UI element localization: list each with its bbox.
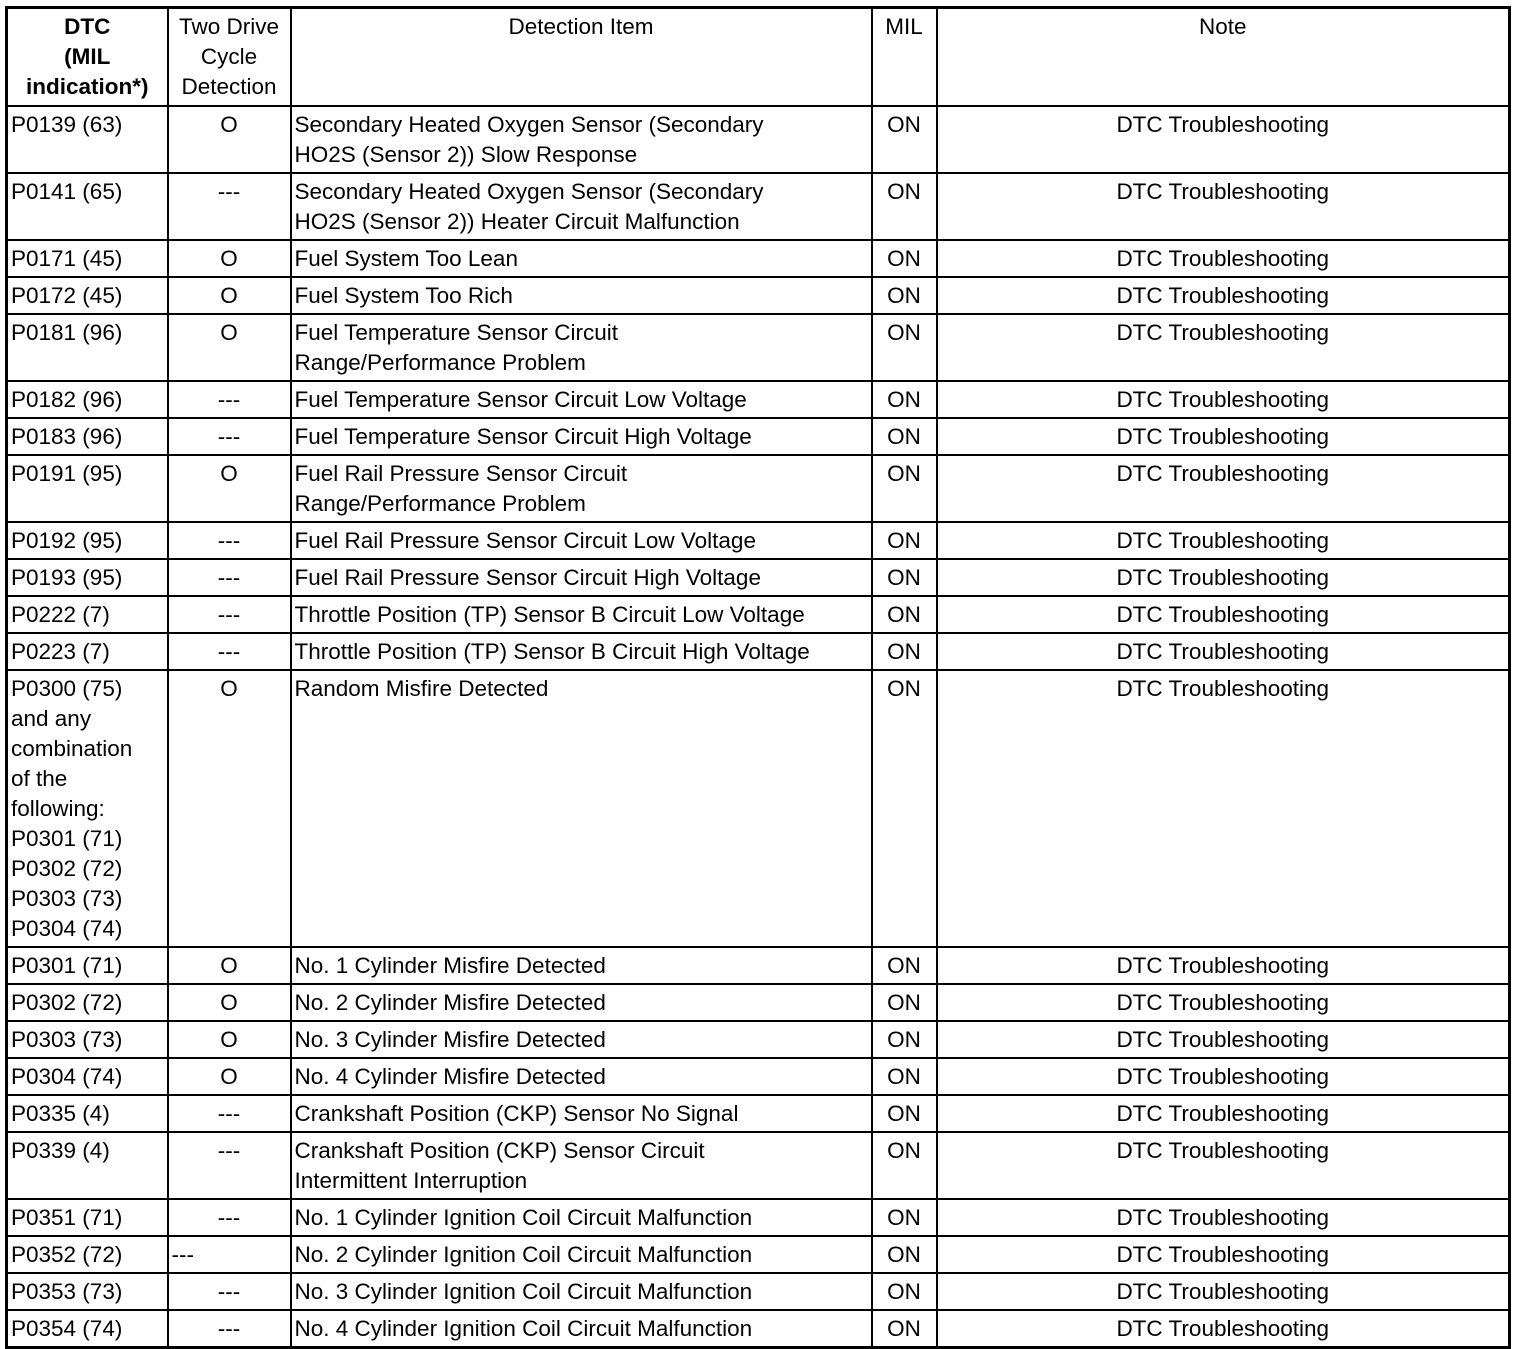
cell-two-drive-cycle: O: [168, 455, 291, 522]
cell-dtc-code: [7, 173, 168, 240]
header-dtc-line: DTC: [64, 14, 111, 39]
cell-two-drive-cycle: ---: [168, 173, 291, 240]
table-row: [7, 314, 1510, 381]
header-two-drive-cycle: [168, 8, 291, 107]
cell-dtc-code: [7, 314, 168, 381]
header-note: Note: [937, 8, 1510, 107]
cell-dtc-code: [7, 633, 168, 670]
cell-dtc-code: [7, 947, 168, 984]
cell-two-drive-cycle: ---: [168, 1236, 291, 1273]
detection-item-line: Fuel Temperature Sensor Circuit Low Voltage: [294, 387, 747, 412]
detection-item-line: No. 1 Cylinder Ignition Coil Circuit Malfunction: [294, 1205, 753, 1230]
dtc-code-line: of the: [11, 766, 68, 791]
cell-note: DTC Troubleshooting: [937, 1021, 1510, 1058]
cell-note: DTC Troubleshooting: [937, 559, 1510, 596]
dtc-table: [5, 6, 1511, 1349]
detection-item-line: Secondary Heated Oxygen Sensor (Secondary: [294, 112, 764, 137]
cell-two-drive-cycle: O: [168, 240, 291, 277]
cell-dtc-code: [7, 559, 168, 596]
cell-note: DTC Troubleshooting: [937, 314, 1510, 381]
cell-dtc-code: [7, 1273, 168, 1310]
detection-item-line: HO2S (Sensor 2)) Heater Circuit Malfunction: [294, 209, 740, 234]
dtc-table-body: [7, 106, 1510, 1348]
table-row: [7, 633, 1510, 670]
cell-mil: ON: [872, 559, 937, 596]
cell-mil: ON: [872, 1095, 937, 1132]
table-row: [7, 1132, 1510, 1199]
cell-mil: ON: [872, 947, 937, 984]
cell-two-drive-cycle: O: [168, 670, 291, 947]
dtc-code-line: P0141 (65): [11, 179, 123, 204]
cell-two-drive-cycle: ---: [168, 633, 291, 670]
dtc-code-line: P0223 (7): [11, 639, 110, 664]
cell-detection-item: [291, 633, 872, 670]
cell-dtc-code: [7, 240, 168, 277]
table-row: [7, 1273, 1510, 1310]
dtc-code-line: and any: [11, 706, 92, 731]
cell-detection-item: [291, 106, 872, 173]
table-row: [7, 106, 1510, 173]
cell-dtc-code: [7, 418, 168, 455]
cell-detection-item: [291, 670, 872, 947]
cell-note: DTC Troubleshooting: [937, 633, 1510, 670]
dtc-code-line: P0183 (96): [11, 424, 123, 449]
cell-dtc-code: [7, 1310, 168, 1348]
table-row: [7, 418, 1510, 455]
cell-two-drive-cycle: O: [168, 1021, 291, 1058]
detection-item-line: Throttle Position (TP) Sensor B Circuit High Voltage: [294, 639, 810, 664]
detection-item-line: Crankshaft Position (CKP) Sensor No Signal: [294, 1101, 739, 1126]
cell-detection-item: [291, 559, 872, 596]
table-row: [7, 984, 1510, 1021]
cell-mil: ON: [872, 173, 937, 240]
header-dtc-line: indication*): [26, 74, 149, 99]
detection-item-line: Fuel Rail Pressure Sensor Circuit High Voltage: [294, 565, 761, 590]
table-row: [7, 522, 1510, 559]
dtc-code-line: P0303 (73): [11, 886, 123, 911]
cell-two-drive-cycle: ---: [168, 418, 291, 455]
cell-detection-item: [291, 455, 872, 522]
cell-two-drive-cycle: ---: [168, 596, 291, 633]
cell-detection-item: [291, 1021, 872, 1058]
cell-dtc-code: [7, 381, 168, 418]
cell-two-drive-cycle: ---: [168, 1273, 291, 1310]
cell-dtc-code: [7, 1236, 168, 1273]
detection-item-line: Fuel Rail Pressure Sensor Circuit Low Voltage: [294, 528, 756, 553]
cell-note: DTC Troubleshooting: [937, 596, 1510, 633]
table-row: [7, 1236, 1510, 1273]
dtc-code-line: P0192 (95): [11, 528, 123, 553]
detection-item-line: Secondary Heated Oxygen Sensor (Secondary: [294, 179, 764, 204]
dtc-code-line: P0339 (4): [11, 1138, 110, 1163]
dtc-code-line: combination: [11, 736, 133, 761]
cell-mil: ON: [872, 633, 937, 670]
cell-detection-item: [291, 173, 872, 240]
cell-note: DTC Troubleshooting: [937, 1058, 1510, 1095]
cell-mil: ON: [872, 1132, 937, 1199]
cell-mil: ON: [872, 1236, 937, 1273]
cell-two-drive-cycle: ---: [168, 522, 291, 559]
detection-item-line: Fuel Temperature Sensor Circuit: [294, 320, 618, 345]
cell-detection-item: [291, 277, 872, 314]
cell-dtc-code: [7, 277, 168, 314]
detection-item-line: No. 1 Cylinder Misfire Detected: [294, 953, 606, 978]
cell-two-drive-cycle: O: [168, 984, 291, 1021]
detection-item-line: Range/Performance Problem: [294, 491, 586, 516]
table-row: [7, 1058, 1510, 1095]
cell-detection-item: [291, 1095, 872, 1132]
cell-detection-item: [291, 984, 872, 1021]
dtc-code-line: P0222 (7): [11, 602, 110, 627]
cell-two-drive-cycle: O: [168, 314, 291, 381]
cell-mil: ON: [872, 1058, 937, 1095]
cell-mil: ON: [872, 277, 937, 314]
cell-note: DTC Troubleshooting: [937, 240, 1510, 277]
header-row: [7, 8, 1510, 107]
cell-note: DTC Troubleshooting: [937, 1199, 1510, 1236]
cell-two-drive-cycle: ---: [168, 1132, 291, 1199]
cell-note: DTC Troubleshooting: [937, 1236, 1510, 1273]
detection-item-line: Random Misfire Detected: [294, 676, 549, 701]
dtc-code-line: following:: [11, 796, 105, 821]
dtc-code-line: P0139 (63): [11, 112, 123, 137]
cell-note: DTC Troubleshooting: [937, 1095, 1510, 1132]
table-row: [7, 455, 1510, 522]
table-row: [7, 240, 1510, 277]
cell-mil: ON: [872, 670, 937, 947]
cell-dtc-code: [7, 1095, 168, 1132]
detection-item-line: Throttle Position (TP) Sensor B Circuit Low Voltage: [294, 602, 805, 627]
cell-two-drive-cycle: ---: [168, 1199, 291, 1236]
cell-note: DTC Troubleshooting: [937, 106, 1510, 173]
header-two-drive-line: Detection: [181, 74, 277, 99]
cell-two-drive-cycle: O: [168, 1058, 291, 1095]
cell-detection-item: [291, 418, 872, 455]
cell-detection-item: [291, 1273, 872, 1310]
cell-detection-item: [291, 596, 872, 633]
cell-two-drive-cycle: ---: [168, 559, 291, 596]
cell-detection-item: [291, 1199, 872, 1236]
table-row: [7, 670, 1510, 947]
dtc-code-line: P0352 (72): [11, 1242, 123, 1267]
detection-item-line: HO2S (Sensor 2)) Slow Response: [294, 142, 638, 167]
cell-mil: ON: [872, 596, 937, 633]
cell-note: DTC Troubleshooting: [937, 455, 1510, 522]
cell-mil: ON: [872, 984, 937, 1021]
dtc-code-line: P0304 (74): [11, 1064, 123, 1089]
detection-item-line: Crankshaft Position (CKP) Sensor Circuit: [294, 1138, 705, 1163]
cell-note: DTC Troubleshooting: [937, 670, 1510, 947]
detection-item-line: No. 2 Cylinder Ignition Coil Circuit Malfunction: [294, 1242, 753, 1267]
dtc-code-line: P0301 (71): [11, 826, 123, 851]
cell-two-drive-cycle: ---: [168, 1310, 291, 1348]
cell-note: DTC Troubleshooting: [937, 1273, 1510, 1310]
cell-mil: ON: [872, 1273, 937, 1310]
dtc-code-line: P0304 (74): [11, 916, 123, 941]
detection-item-line: No. 3 Cylinder Misfire Detected: [294, 1027, 606, 1052]
header-mil: MIL: [872, 8, 937, 107]
dtc-code-line: P0300 (75): [11, 676, 123, 701]
table-row: [7, 1199, 1510, 1236]
header-detection-item: Detection Item: [291, 8, 872, 107]
cell-mil: ON: [872, 418, 937, 455]
cell-detection-item: [291, 381, 872, 418]
table-row: [7, 1095, 1510, 1132]
cell-two-drive-cycle: O: [168, 947, 291, 984]
table-row: [7, 1310, 1510, 1348]
cell-mil: ON: [872, 1310, 937, 1348]
dtc-code-line: P0182 (96): [11, 387, 123, 412]
table-row: [7, 277, 1510, 314]
cell-detection-item: [291, 314, 872, 381]
detection-item-line: Range/Performance Problem: [294, 350, 586, 375]
table-row: [7, 1021, 1510, 1058]
cell-detection-item: [291, 240, 872, 277]
dtc-code-line: P0193 (95): [11, 565, 123, 590]
cell-mil: ON: [872, 455, 937, 522]
cell-two-drive-cycle: O: [168, 277, 291, 314]
table-row: [7, 381, 1510, 418]
cell-dtc-code: [7, 106, 168, 173]
dtc-code-line: P0171 (45): [11, 246, 123, 271]
dtc-code-line: P0172 (45): [11, 283, 123, 308]
cell-mil: ON: [872, 522, 937, 559]
cell-mil: ON: [872, 1199, 937, 1236]
table-row: [7, 173, 1510, 240]
cell-dtc-code: [7, 596, 168, 633]
cell-detection-item: [291, 1236, 872, 1273]
header-dtc-line: (MIL: [64, 44, 111, 69]
header-two-drive-line: Two Drive: [178, 14, 280, 39]
cell-dtc-code: [7, 455, 168, 522]
cell-note: DTC Troubleshooting: [937, 418, 1510, 455]
dtc-code-line: P0335 (4): [11, 1101, 110, 1126]
dtc-code-line: P0181 (96): [11, 320, 123, 345]
cell-two-drive-cycle: O: [168, 106, 291, 173]
cell-detection-item: [291, 522, 872, 559]
dtc-code-line: P0353 (73): [11, 1279, 123, 1304]
cell-detection-item: [291, 1132, 872, 1199]
cell-note: DTC Troubleshooting: [937, 173, 1510, 240]
detection-item-line: Fuel Temperature Sensor Circuit High Voltage: [294, 424, 752, 449]
cell-dtc-code: [7, 1058, 168, 1095]
cell-detection-item: [291, 947, 872, 984]
cell-note: DTC Troubleshooting: [937, 947, 1510, 984]
cell-mil: ON: [872, 240, 937, 277]
detection-item-line: No. 3 Cylinder Ignition Coil Circuit Malfunction: [294, 1279, 753, 1304]
cell-detection-item: [291, 1058, 872, 1095]
detection-item-line: No. 2 Cylinder Misfire Detected: [294, 990, 606, 1015]
cell-dtc-code: [7, 670, 168, 947]
dtc-code-line: P0191 (95): [11, 461, 123, 486]
table-row: [7, 947, 1510, 984]
table-row: [7, 596, 1510, 633]
cell-note: DTC Troubleshooting: [937, 522, 1510, 559]
cell-dtc-code: [7, 1021, 168, 1058]
header-dtc: [7, 8, 168, 107]
cell-mil: ON: [872, 1021, 937, 1058]
dtc-code-line: P0302 (72): [11, 856, 123, 881]
cell-dtc-code: [7, 1199, 168, 1236]
cell-note: DTC Troubleshooting: [937, 277, 1510, 314]
cell-dtc-code: [7, 984, 168, 1021]
cell-detection-item: [291, 1310, 872, 1348]
detection-item-line: Intermittent Interruption: [294, 1168, 528, 1193]
cell-two-drive-cycle: ---: [168, 381, 291, 418]
dtc-code-line: P0354 (74): [11, 1316, 123, 1341]
cell-note: DTC Troubleshooting: [937, 984, 1510, 1021]
detection-item-line: Fuel System Too Lean: [294, 246, 518, 271]
cell-note: DTC Troubleshooting: [937, 381, 1510, 418]
cell-note: DTC Troubleshooting: [937, 1310, 1510, 1348]
dtc-code-line: P0303 (73): [11, 1027, 123, 1052]
cell-dtc-code: [7, 1132, 168, 1199]
cell-mil: ON: [872, 314, 937, 381]
cell-mil: ON: [872, 381, 937, 418]
cell-two-drive-cycle: ---: [168, 1095, 291, 1132]
detection-item-line: No. 4 Cylinder Misfire Detected: [294, 1064, 606, 1089]
dtc-code-line: P0302 (72): [11, 990, 123, 1015]
detection-item-line: Fuel Rail Pressure Sensor Circuit: [294, 461, 628, 486]
detection-item-line: No. 4 Cylinder Ignition Coil Circuit Malfunction: [294, 1316, 753, 1341]
detection-item-line: Fuel System Too Rich: [294, 283, 513, 308]
header-two-drive-line: Cycle: [200, 44, 258, 69]
dtc-code-line: P0301 (71): [11, 953, 123, 978]
table-row: [7, 559, 1510, 596]
cell-mil: ON: [872, 106, 937, 173]
dtc-code-line: P0351 (71): [11, 1205, 123, 1230]
cell-note: DTC Troubleshooting: [937, 1132, 1510, 1199]
cell-dtc-code: [7, 522, 168, 559]
